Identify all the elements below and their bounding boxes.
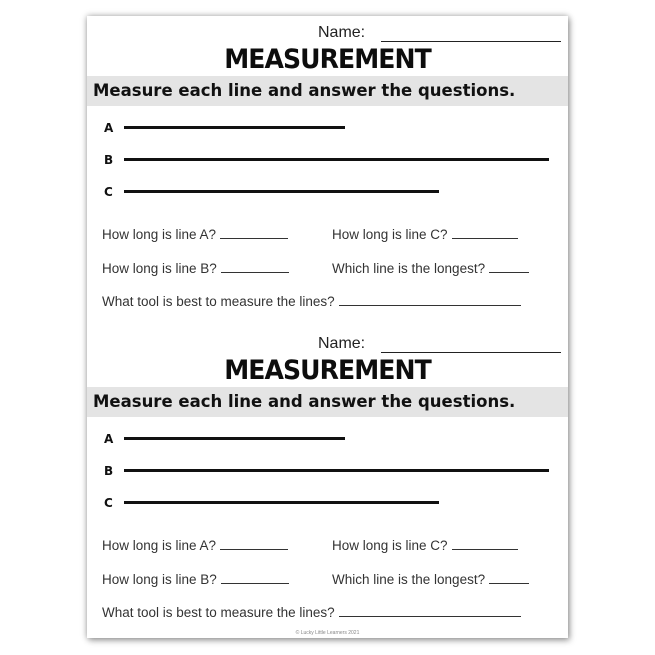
worksheet-page xyxy=(87,16,568,638)
question-text: Which line is the longest? xyxy=(332,572,486,587)
name-label: Name: xyxy=(318,24,366,41)
line-c xyxy=(124,190,439,193)
answer-blank[interactable] xyxy=(452,548,518,550)
line-c-label: C xyxy=(104,185,113,199)
copyright-text: © Lucky Little Learners 2021 xyxy=(295,630,360,636)
question-text: What tool is best to measure the lines? xyxy=(102,294,335,309)
question-text: How long is line A? xyxy=(102,538,217,553)
question-line-a xyxy=(102,538,288,553)
name-label: Name: xyxy=(318,335,366,352)
name-field[interactable] xyxy=(381,41,561,42)
question-line-c xyxy=(332,227,518,242)
instruction-banner xyxy=(87,387,568,417)
answer-blank[interactable] xyxy=(220,237,288,239)
answer-blank[interactable] xyxy=(220,548,288,550)
question-longest xyxy=(332,572,529,587)
line-b-label: B xyxy=(104,153,114,167)
question-longest xyxy=(332,261,529,276)
question-line-b xyxy=(102,572,289,587)
line-b-label: B xyxy=(104,464,114,478)
instruction-banner xyxy=(87,76,568,106)
answer-blank[interactable] xyxy=(452,237,518,239)
line-b xyxy=(124,469,549,472)
line-a xyxy=(124,437,345,440)
instruction-text: Measure each line and answer the questions. xyxy=(93,81,516,100)
instruction-text: Measure each line and answer the questions. xyxy=(93,392,516,411)
line-a-label: A xyxy=(104,432,114,446)
question-line-b xyxy=(102,261,289,276)
line-a xyxy=(124,126,345,129)
question-text: Which line is the longest? xyxy=(332,261,486,276)
worksheet-title: MEASUREMENT xyxy=(224,355,431,386)
worksheet-title: MEASUREMENT xyxy=(224,44,431,75)
answer-blank[interactable] xyxy=(489,271,529,273)
question-text: How long is line A? xyxy=(102,227,217,242)
answer-blank[interactable] xyxy=(339,304,521,306)
question-tool xyxy=(102,294,521,309)
question-text: How long is line B? xyxy=(102,572,217,587)
question-text: How long is line C? xyxy=(332,538,448,553)
question-tool xyxy=(102,605,521,620)
answer-blank[interactable] xyxy=(221,271,289,273)
question-text: How long is line C? xyxy=(332,227,448,242)
answer-blank[interactable] xyxy=(339,615,521,617)
question-text: What tool is best to measure the lines? xyxy=(102,605,335,620)
question-line-a xyxy=(102,227,288,242)
name-field[interactable] xyxy=(381,352,561,353)
line-b xyxy=(124,158,549,161)
answer-blank[interactable] xyxy=(489,582,529,584)
question-text: How long is line B? xyxy=(102,261,217,276)
line-c xyxy=(124,501,439,504)
worksheet-2 xyxy=(87,327,568,638)
line-a-label: A xyxy=(104,121,114,135)
question-line-c xyxy=(332,538,518,553)
line-c-label: C xyxy=(104,496,113,510)
worksheet-1 xyxy=(87,16,568,327)
answer-blank[interactable] xyxy=(221,582,289,584)
